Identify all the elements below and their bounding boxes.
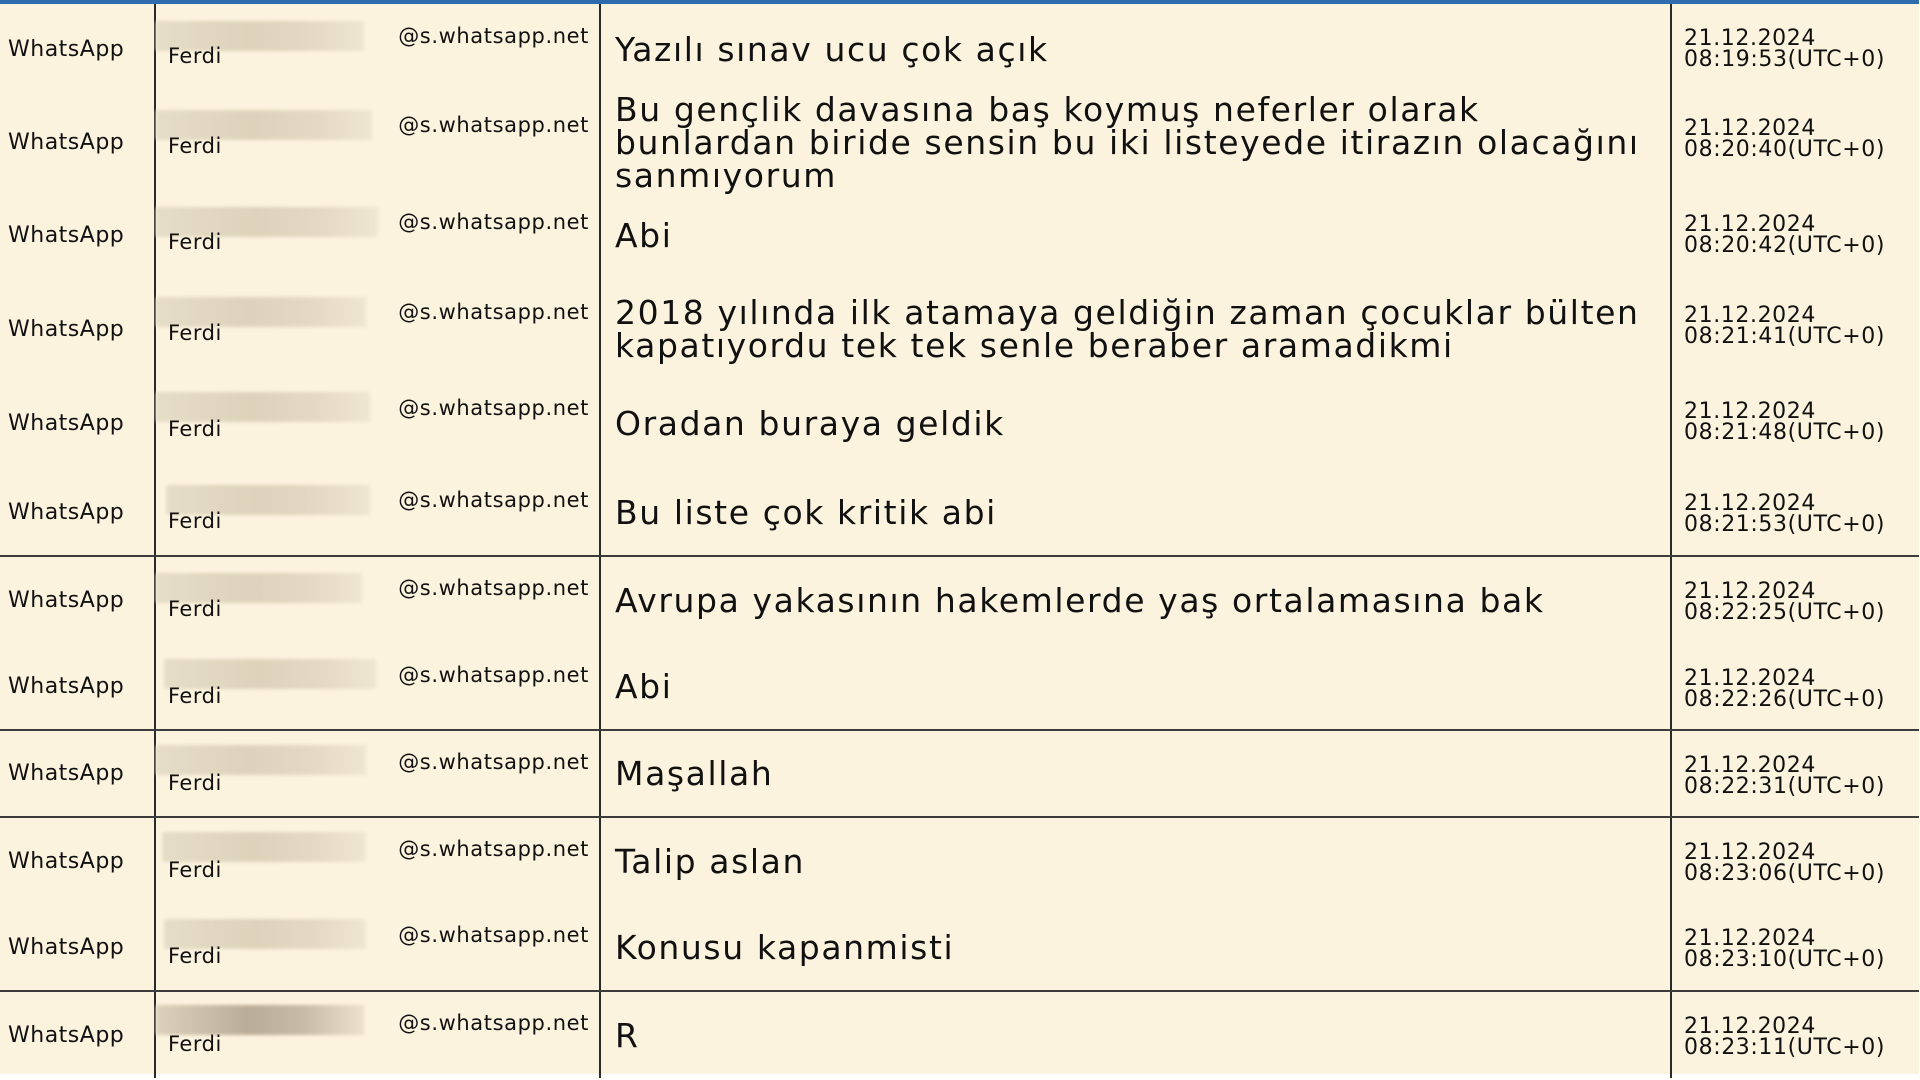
message-text: Abi bbox=[615, 216, 673, 255]
sender-domain: @s.whatsapp.net bbox=[398, 750, 589, 774]
message-date: 21.12.2024 bbox=[1684, 1014, 1816, 1039]
timestamp-cell bbox=[1672, 557, 1919, 644]
sender-name: Ferdi bbox=[168, 230, 222, 254]
message-cell bbox=[601, 992, 1672, 1078]
sender-name: Ferdi bbox=[168, 417, 222, 441]
timestamp-cell bbox=[1672, 469, 1919, 555]
app-name: WhatsApp bbox=[0, 557, 156, 644]
sender-domain: @s.whatsapp.net bbox=[398, 113, 589, 137]
message-time: 08:21:41(UTC+0) bbox=[1684, 324, 1886, 349]
sender-domain: @s.whatsapp.net bbox=[398, 210, 589, 234]
table-row bbox=[0, 469, 1919, 557]
sender-cell bbox=[156, 557, 601, 644]
sender-cell bbox=[156, 731, 601, 816]
message-text: Avrupa yakasının hakemlerde yaş ortalamasına bak bbox=[615, 581, 1545, 620]
timestamp-cell bbox=[1672, 992, 1919, 1078]
message-time: 08:22:26(UTC+0) bbox=[1684, 687, 1886, 712]
sender-name: Ferdi bbox=[168, 44, 222, 68]
app-name: WhatsApp bbox=[0, 644, 156, 729]
message-text: 2018 yılında ilk atamaya geldiğin zaman çocuklar bülten kapatıyordu tek tek senle beraber aramadikmi bbox=[615, 293, 1640, 365]
sender-domain: @s.whatsapp.net bbox=[398, 923, 589, 947]
sender-cell bbox=[156, 992, 601, 1078]
sender-name: Ferdi bbox=[168, 684, 222, 708]
message-date: 21.12.2024 bbox=[1684, 579, 1816, 604]
sender-domain: @s.whatsapp.net bbox=[398, 488, 589, 512]
sender-domain: @s.whatsapp.net bbox=[398, 837, 589, 861]
table-row bbox=[0, 281, 1919, 377]
message-cell bbox=[601, 904, 1672, 990]
timestamp-cell bbox=[1672, 281, 1919, 377]
message-time: 08:19:53(UTC+0) bbox=[1684, 47, 1886, 72]
message-cell bbox=[601, 281, 1672, 377]
timestamp-cell bbox=[1672, 377, 1919, 469]
message-time: 08:20:40(UTC+0) bbox=[1684, 137, 1886, 162]
sender-name: Ferdi bbox=[168, 321, 222, 345]
message-time: 08:20:42(UTC+0) bbox=[1684, 233, 1886, 258]
sender-domain: @s.whatsapp.net bbox=[398, 396, 589, 420]
app-name: WhatsApp bbox=[0, 94, 156, 190]
app-name: WhatsApp bbox=[0, 992, 156, 1078]
message-date: 21.12.2024 bbox=[1684, 212, 1816, 237]
sender-cell bbox=[156, 281, 601, 377]
message-date: 21.12.2024 bbox=[1684, 666, 1816, 691]
app-name: WhatsApp bbox=[0, 377, 156, 469]
sender-cell bbox=[156, 4, 601, 94]
message-time: 08:21:53(UTC+0) bbox=[1684, 512, 1886, 537]
sender-cell bbox=[156, 94, 601, 190]
message-date: 21.12.2024 bbox=[1684, 840, 1816, 865]
message-date: 21.12.2024 bbox=[1684, 926, 1816, 951]
message-date: 21.12.2024 bbox=[1684, 303, 1816, 328]
message-time: 08:23:10(UTC+0) bbox=[1684, 947, 1886, 972]
timestamp-cell bbox=[1672, 818, 1919, 904]
timestamp-cell bbox=[1672, 94, 1919, 190]
sender-name: Ferdi bbox=[168, 771, 222, 795]
sender-domain: @s.whatsapp.net bbox=[398, 1011, 589, 1035]
sender-cell bbox=[156, 469, 601, 555]
app-name: WhatsApp bbox=[0, 731, 156, 816]
message-rows bbox=[0, 4, 1919, 1078]
redacted-phone-number bbox=[156, 1005, 364, 1035]
table-row bbox=[0, 557, 1919, 644]
message-cell bbox=[601, 731, 1672, 816]
message-text: Talip aslan bbox=[615, 841, 806, 881]
app-name: WhatsApp bbox=[0, 190, 156, 281]
message-time: 08:23:06(UTC+0) bbox=[1684, 861, 1886, 886]
sender-cell bbox=[156, 818, 601, 904]
message-time: 08:21:48(UTC+0) bbox=[1684, 420, 1886, 445]
message-time: 08:22:31(UTC+0) bbox=[1684, 774, 1886, 799]
timestamp-cell bbox=[1672, 4, 1919, 94]
message-text: Konusu kapanmisti bbox=[615, 927, 955, 967]
message-text: Abi bbox=[615, 667, 673, 706]
table-row bbox=[0, 904, 1919, 992]
message-text: R bbox=[615, 1015, 640, 1055]
table-row bbox=[0, 818, 1919, 904]
sender-domain: @s.whatsapp.net bbox=[398, 24, 589, 48]
sender-name: Ferdi bbox=[168, 944, 222, 968]
message-text: Yazılı sınav ucu çok açık bbox=[615, 29, 1049, 69]
sender-cell bbox=[156, 377, 601, 469]
message-text: Oradan buraya geldik bbox=[615, 403, 1005, 443]
message-text: Maşallah bbox=[615, 754, 774, 793]
table-row bbox=[0, 731, 1919, 818]
table-row bbox=[0, 4, 1919, 94]
message-cell bbox=[601, 818, 1672, 904]
message-date: 21.12.2024 bbox=[1684, 116, 1816, 141]
message-cell bbox=[601, 557, 1672, 644]
message-date: 21.12.2024 bbox=[1684, 491, 1816, 516]
message-date: 21.12.2024 bbox=[1684, 399, 1816, 424]
sender-domain: @s.whatsapp.net bbox=[398, 663, 589, 687]
app-name: WhatsApp bbox=[0, 904, 156, 990]
table-row bbox=[0, 992, 1919, 1078]
sender-name: Ferdi bbox=[168, 858, 222, 882]
message-cell bbox=[601, 644, 1672, 729]
app-name: WhatsApp bbox=[0, 818, 156, 904]
sender-cell bbox=[156, 644, 601, 729]
table-row bbox=[0, 377, 1919, 469]
message-text: Bu liste çok kritik abi bbox=[615, 492, 997, 532]
sender-name: Ferdi bbox=[168, 509, 222, 533]
timestamp-cell bbox=[1672, 644, 1919, 729]
message-cell bbox=[601, 4, 1672, 94]
sender-cell bbox=[156, 190, 601, 281]
message-cell bbox=[601, 469, 1672, 555]
app-name: WhatsApp bbox=[0, 4, 156, 94]
sender-name: Ferdi bbox=[168, 597, 222, 621]
app-name: WhatsApp bbox=[0, 469, 156, 555]
message-date: 21.12.2024 bbox=[1684, 26, 1816, 51]
timestamp-cell bbox=[1672, 190, 1919, 281]
sender-name: Ferdi bbox=[168, 1032, 222, 1056]
app-name: WhatsApp bbox=[0, 281, 156, 377]
sender-domain: @s.whatsapp.net bbox=[398, 300, 589, 324]
sender-name: Ferdi bbox=[168, 134, 222, 158]
message-text: Bu gençlik davasına baş koymuş neferler olarak bunlardan biride sensin bu iki listeyede itirazın olacağını sanmıyorum bbox=[615, 89, 1640, 195]
table-row bbox=[0, 190, 1919, 281]
sender-domain: @s.whatsapp.net bbox=[398, 576, 589, 600]
message-cell bbox=[601, 377, 1672, 469]
timestamp-cell bbox=[1672, 731, 1919, 816]
message-date: 21.12.2024 bbox=[1684, 753, 1816, 778]
timestamp-cell bbox=[1672, 904, 1919, 990]
sender-cell bbox=[156, 904, 601, 990]
message-time: 08:23:11(UTC+0) bbox=[1684, 1035, 1886, 1060]
table-row bbox=[0, 644, 1919, 731]
table-row bbox=[0, 89, 1919, 195]
message-cell bbox=[601, 89, 1672, 195]
message-cell bbox=[601, 190, 1672, 281]
message-time: 08:22:25(UTC+0) bbox=[1684, 600, 1886, 625]
